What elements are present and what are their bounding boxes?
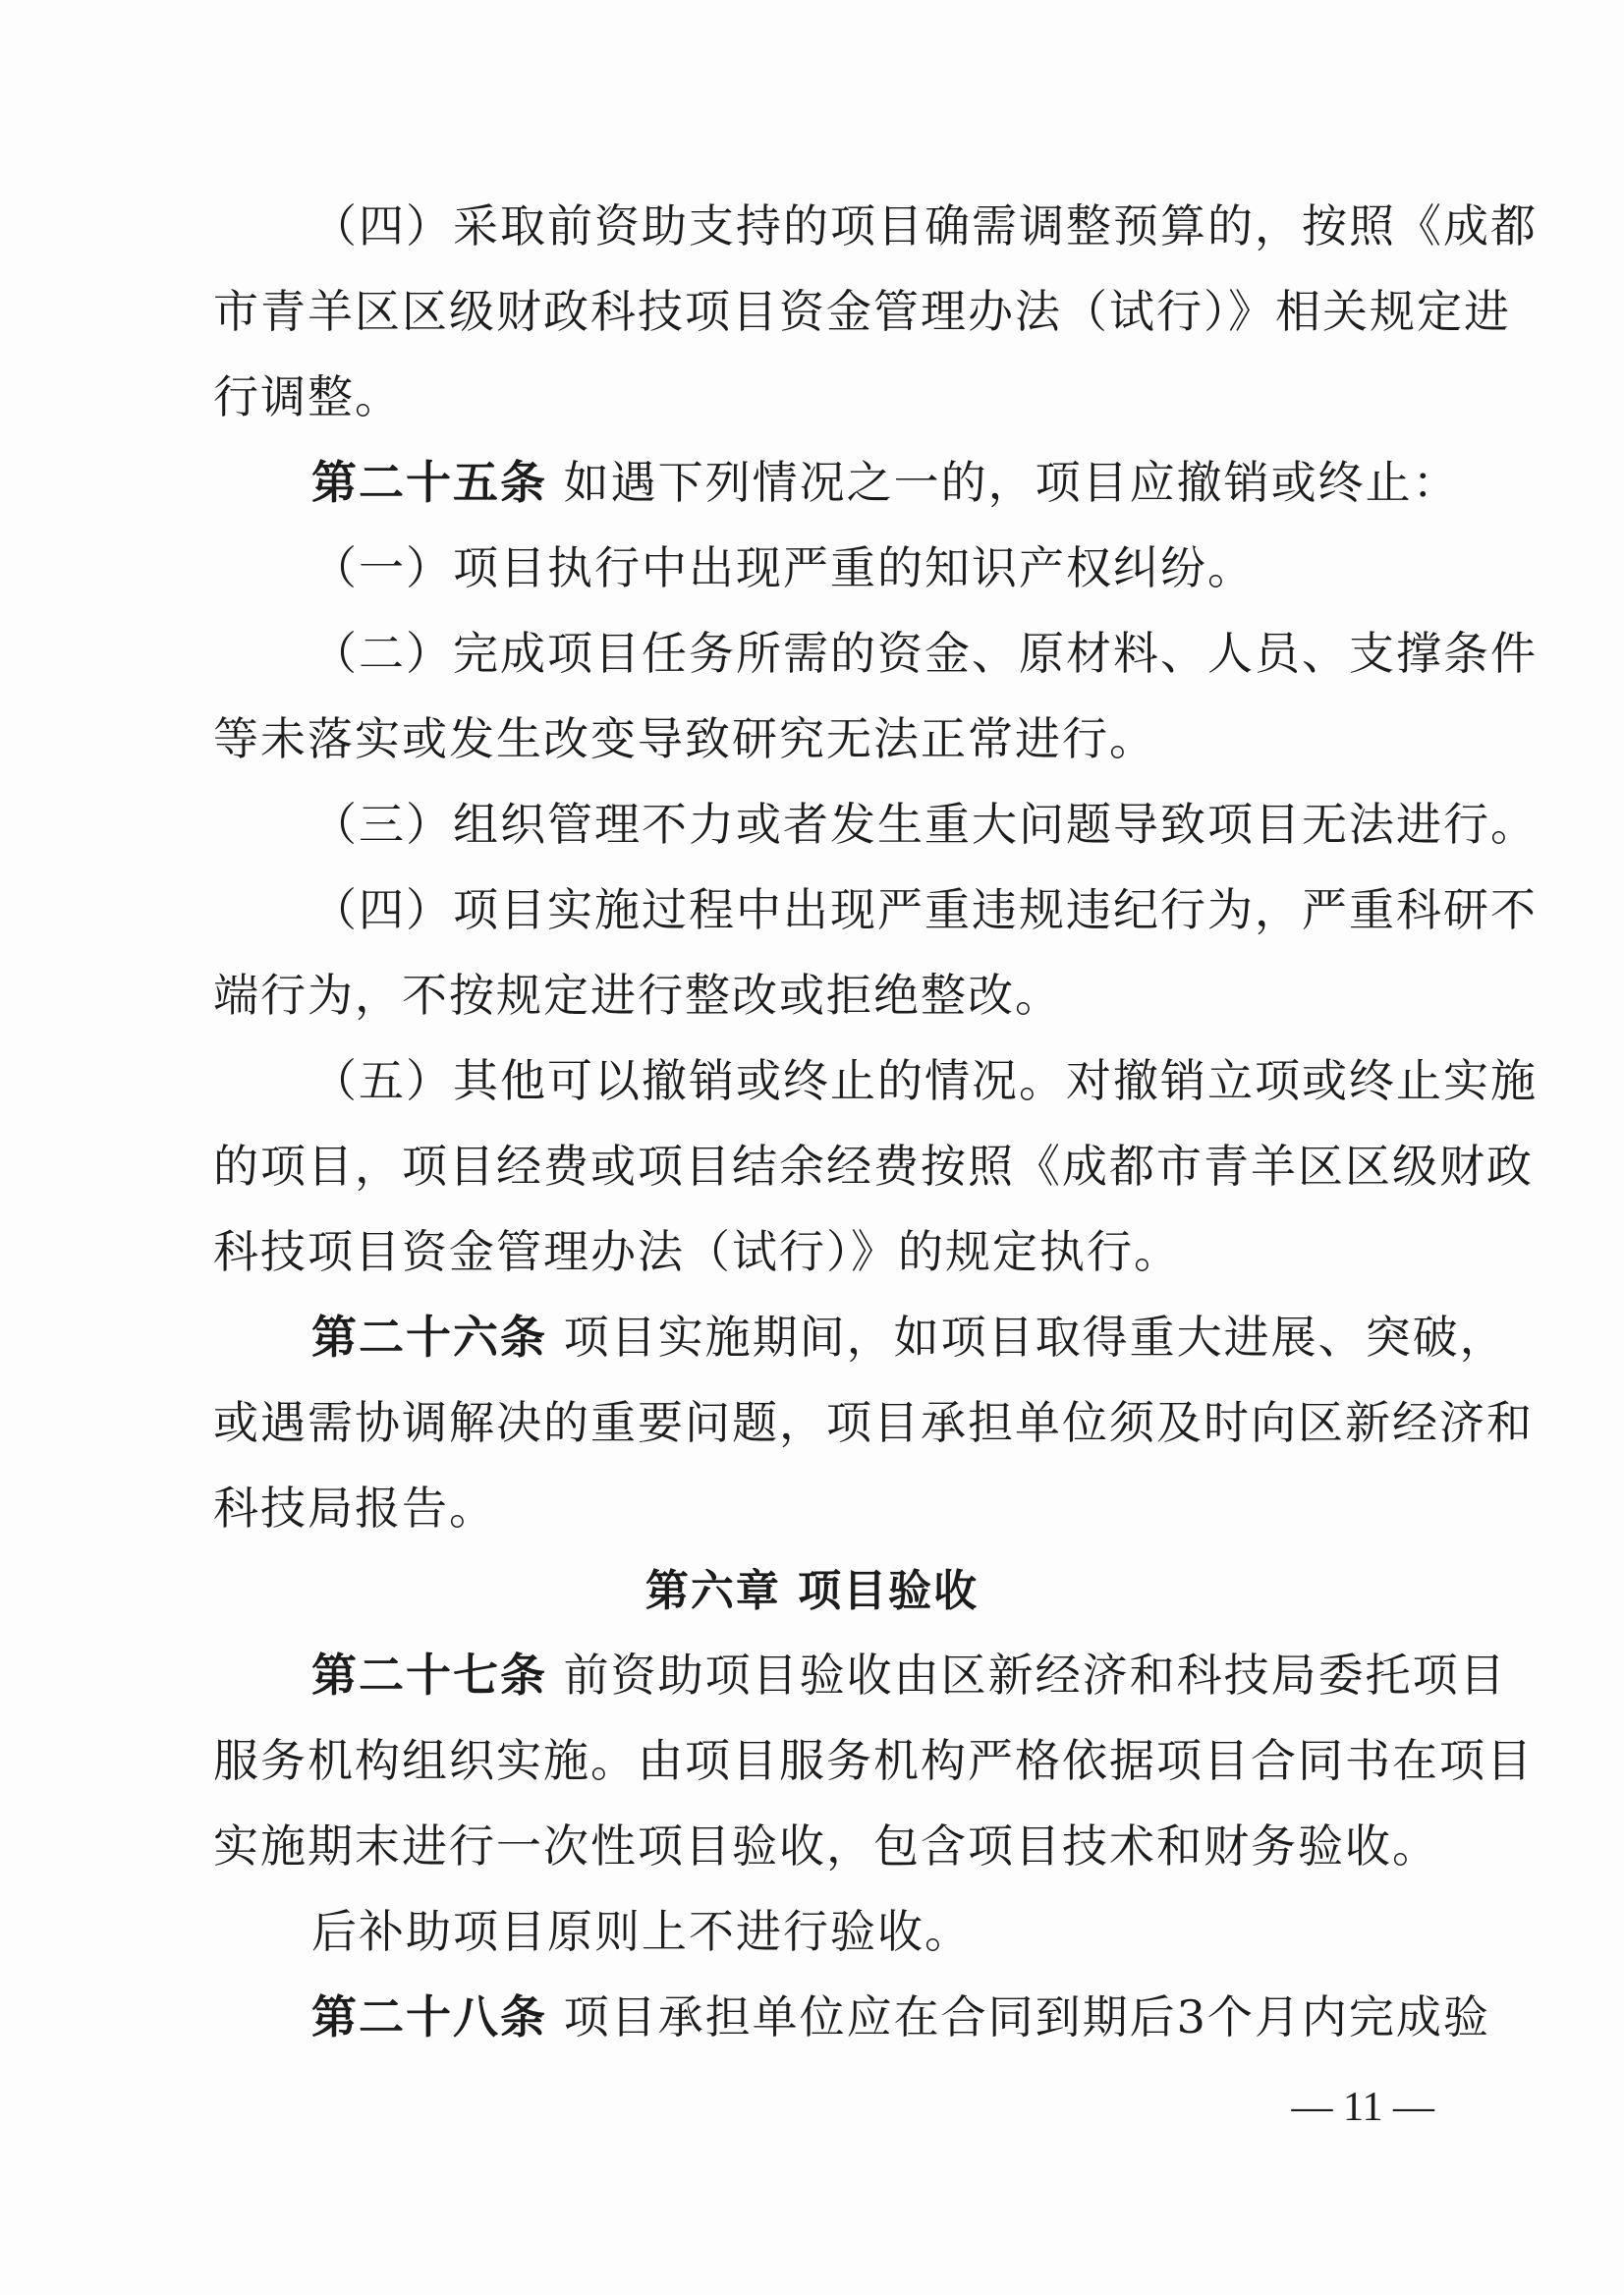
text-line: 后补助项目原则上不进行验收。: [311, 1905, 972, 1958]
text-line: 科技项目资金管理办法（试行）》的规定执行。: [213, 1225, 1181, 1278]
chapter-heading: 第六章 项目验收: [644, 1566, 980, 1616]
text-line: （四）项目实施过程中出现严重违规违纪行为，严重科研不: [311, 883, 1538, 936]
text-line: 的项目，项目经费或项目结余经费按照《成都市青羊区区级财政: [213, 1140, 1534, 1193]
page-number: — 11 —: [1291, 2085, 1434, 2130]
text-line: 或遇需协调解决的重要问题，项目承担单位须及时向区新经济和: [213, 1396, 1534, 1449]
text-line: 实施期末进行一次性项目验收，包含项目技术和财务验收。: [213, 1819, 1439, 1873]
article-label: 第二十八条: [311, 1990, 547, 2043]
text-line: 前资助项目验收由区新经济和科技局委托项目: [563, 1649, 1507, 1702]
text-line: 市青羊区区级财政科技项目资金管理办法（试行）》相关规定进: [213, 285, 1511, 338]
text-line: 行调整。: [213, 370, 402, 423]
text-line: 科技局报告。: [213, 1482, 496, 1535]
text-line: 端行为，不按规定进行整改或拒绝整改。: [213, 969, 1062, 1022]
text-line: 等未落实或发生改变导致研究无法正常进行。: [213, 712, 1156, 765]
text-line: 项目实施期间，如项目取得重大进展、突破，: [563, 1311, 1507, 1364]
text-line: （一）项目执行中出现严重的知识产权纠纷。: [311, 541, 1255, 594]
article-27-line: [311, 1636, 1530, 1714]
article-label: 第二十五条: [311, 456, 547, 509]
article-26-line: [311, 1298, 1530, 1376]
text-line: 如遇下列情况之一的，项目应撤销或终止：: [563, 456, 1460, 509]
text-line: （五）其他可以撤销或终止的情况。对撤销立项或终止实施: [311, 1054, 1538, 1107]
text-line: （二）完成项目任务所需的资金、原材料、人员、支撑条件: [311, 627, 1538, 680]
text-line: 项目承担单位应在合同到期后3个月内完成验: [563, 1990, 1490, 2043]
text-line: （四）采取前资助支持的项目确需调整预算的，按照《成都: [311, 199, 1538, 252]
article-25-line: [311, 443, 1530, 522]
text-line: 服务机构组织实施。由项目服务机构严格依据项目合同书在项目: [213, 1734, 1534, 1787]
article-label: 第二十六条: [311, 1311, 547, 1364]
article-28-line: [311, 1978, 1530, 2056]
text-line: （三）组织管理不力或者发生重大问题导致项目无法进行。: [311, 798, 1538, 851]
article-label: 第二十七条: [311, 1649, 547, 1702]
